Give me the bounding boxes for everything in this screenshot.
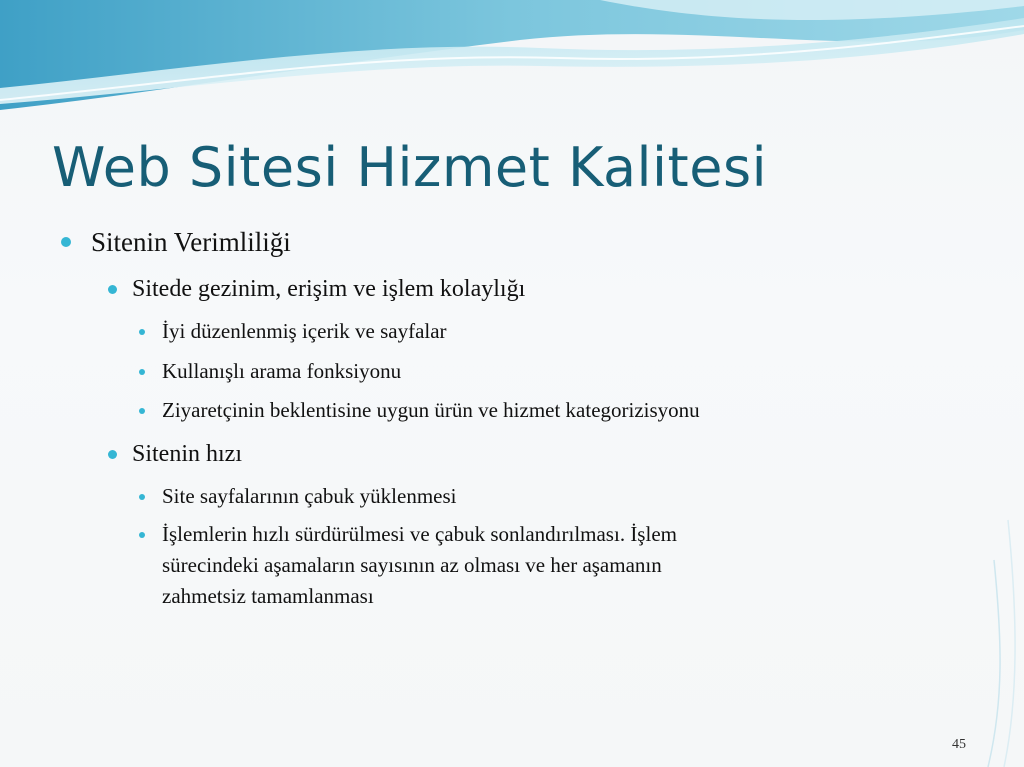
bullet-level3-islemler-line3: zahmetsiz tamamlanması	[162, 584, 374, 608]
bullet-marker-icon	[139, 532, 145, 538]
bullet-marker-icon	[108, 285, 117, 294]
bullet-marker-icon	[108, 450, 117, 459]
bullet-level3-arama: Kullanışlı arama fonksiyonu	[162, 359, 402, 383]
bullet-level3-islemler-line1: İşlemlerin hızlı sürdürülmesi ve çabuk sonlandırılması. İşlem	[162, 522, 677, 546]
bullet-level3-yuklenme: Site sayfalarının çabuk yüklenmesi	[162, 484, 457, 508]
bullet-level3-islemler-line2: sürecindeki aşamaların sayısının az olması ve her aşamanın	[162, 553, 662, 577]
bullet-level3-icerik: İyi düzenlenmiş içerik ve sayfalar	[162, 319, 447, 343]
bullet-level1-sitenin-verimliligi: Sitenin Verimliliği	[91, 227, 291, 257]
bullet-marker-icon	[139, 329, 145, 335]
bullet-level2-gezinim: Sitede gezinim, erişim ve işlem kolaylığı	[132, 276, 526, 302]
slide-title: Web Sitesi Hizmet Kalitesi	[52, 136, 768, 199]
header-wave-decoration	[0, 0, 1024, 120]
bullet-level2-hiz: Sitenin hızı	[132, 441, 242, 467]
bullet-marker-icon	[139, 369, 145, 375]
bullet-marker-icon	[61, 237, 71, 247]
page-number: 45	[952, 737, 966, 752]
bullet-level3-kategorizisyon: Ziyaretçinin beklentisine uygun ürün ve hizmet kategorizisyonu	[162, 398, 700, 422]
bullet-marker-icon	[139, 408, 145, 414]
border-wave-decoration	[884, 0, 1024, 767]
bullet-marker-icon	[139, 494, 145, 500]
